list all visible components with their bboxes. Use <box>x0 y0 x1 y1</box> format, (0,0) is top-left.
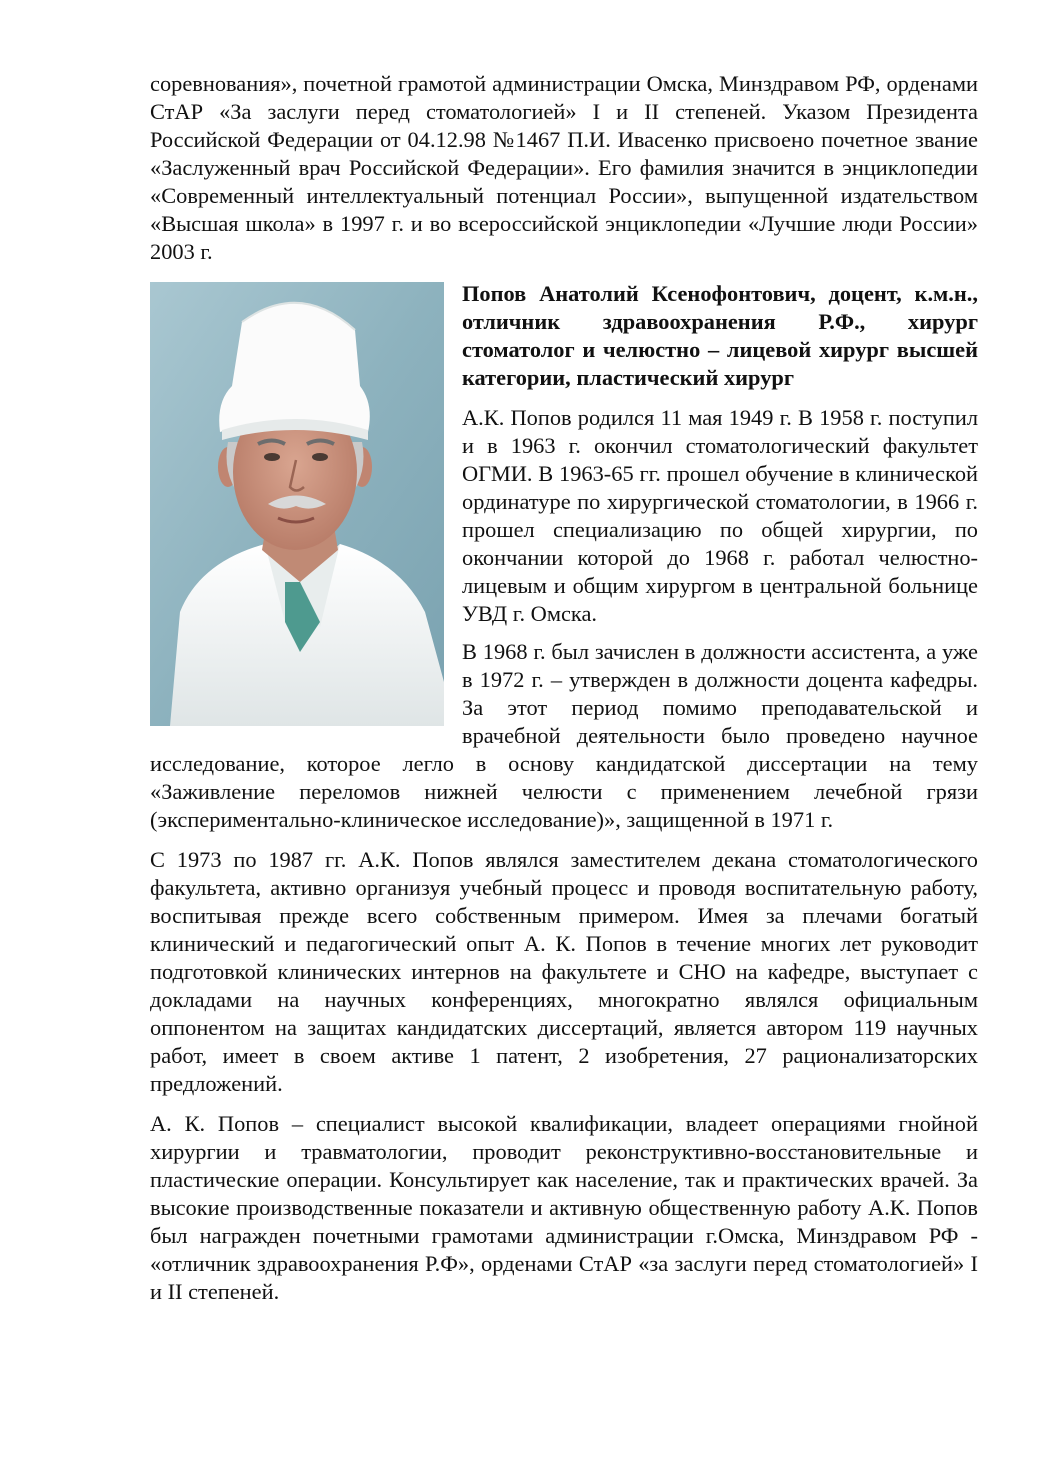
portrait-photo <box>150 282 444 726</box>
document-page <box>150 70 978 1318</box>
person-heading: Попов Анатолий Ксенофонтович, доцент, к.м.н., отличник здравоохранения Р.Ф., хирург стоматолог и челюстно – лицевой хирург высшей категории, пластический хирург <box>462 281 978 390</box>
biography-paragraph-4: А. К. Попов – специалист высокой квалификации, владеет операциями гнойной хирургии и травматологии, проводит реконструктивно-восстановительные и пластические операции. Консультирует как население, так и практических врачей. За высокие производственные показатели и активную общественную работу А.К. Попов был награжден почетными грамотами администрации г.Омска, Минздравом РФ - «отличник здравоохранения Р.Ф», орденами СтАР «за заслуги перед стоматологией» I и II степеней. <box>150 1111 978 1304</box>
intro-paragraph: соревнования», почетной грамотой администрации Омска, Минздравом РФ, орденами СтАР «За заслуги перед стоматологией» I и II степеней. Указом Президента Российской Федерации от 04.12.98 №1467 П.И. Ивасенко присвоено почетное звание «Заслуженный врач Российской Федерации». Его фамилия значится в энциклопедии «Современный интеллектуальный потенциал России», выпущенной издательством «Высшая школа» в 1997 г. и во всероссийской энциклопедии «Лучшие люди России» 2003 г. <box>150 71 978 264</box>
biography-paragraph-2: В 1968 г. был зачислен в должности ассистента, а уже в 1972 г. – утвержден в должности доцента кафедры. За этот период помимо преподавательской и врачебной деятельности было проведено научное исследование, которое легло в основу кандидатской диссертации на тему «Заживление переломов нижней челюсти с применением лечебной грязи (экспериментально-клиническое исследование)», защищенной в 1971 г. <box>150 639 978 832</box>
biography-paragraph-1: А.К. Попов родился 11 мая 1949 г. В 1958 г. поступил и в 1963 г. окончил стоматологический факультет ОГМИ. В 1963-65 гг. прошел обучение в клинической ординатуре по хирургической стоматологии, в 1966 г. прошел специализацию по общей хирургии, по окончании которой до 1968 г. работал челюстно-лицевым и общим хирургом в центральной больнице УВД г. Омска. <box>462 405 978 626</box>
biography-paragraph-3: С 1973 по 1987 гг. А.К. Попов являлся заместителем декана стоматологического факультета, активно организуя учебный процесс и проводя воспитательную работу, воспитывая прежде всего собственным примером. Имея за плечами богатый клинический и педагогический опыт А. К. Попов в течение многих лет руководит подготовкой клинических интернов на факультете и СНО на кафедре, выступает с докладами на научных конференциях, многократно являлся официальным оппонентом на защитах кандидатских диссертаций, является автором 119 научных работ, имеет в своем активе 1 патент, 2 изобретения, 27 рационализаторских предложений. <box>150 847 978 1096</box>
